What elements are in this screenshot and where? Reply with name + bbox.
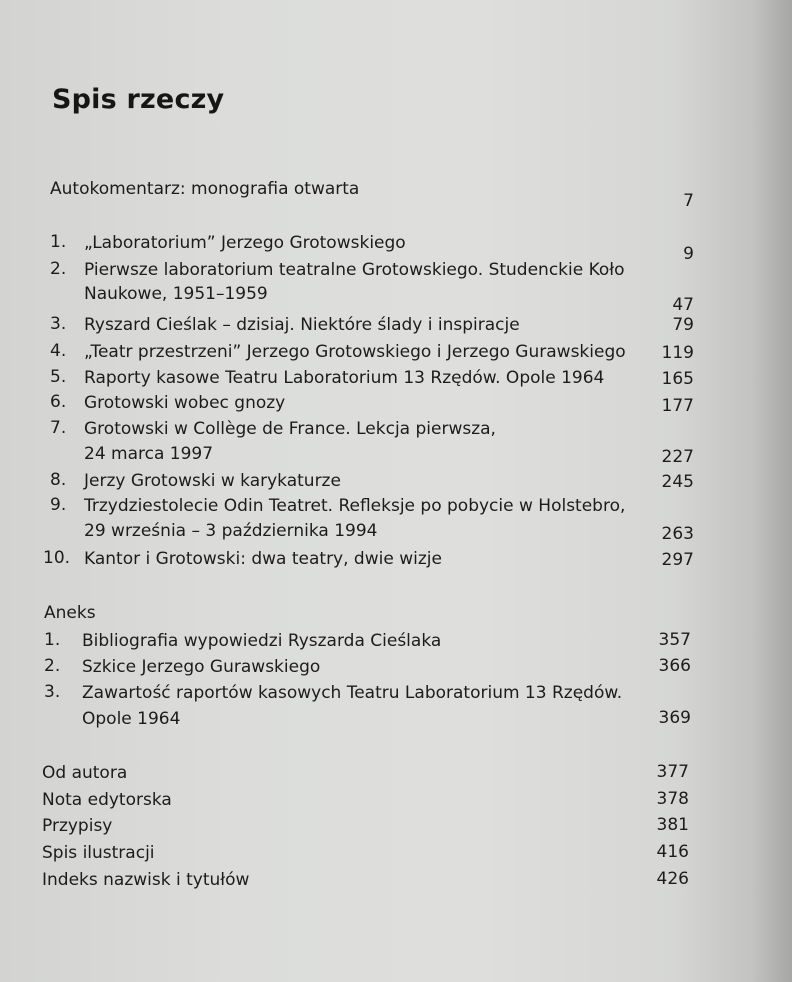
- chapter-number: 5.: [50, 367, 67, 387]
- back-matter-page: 416: [656, 842, 689, 862]
- chapter-number: 8.: [50, 470, 67, 490]
- back-matter-item: Indeks nazwisk i tytułów: [42, 870, 250, 890]
- chapter-title: Jerzy Grotowski w karykaturze: [84, 471, 341, 491]
- page-title: Spis rzeczy: [52, 84, 225, 115]
- chapter-number: 2.: [50, 259, 67, 279]
- annex-title: Bibliografia wypowiedzi Ryszarda Cieślaka: [82, 631, 442, 651]
- page-edge-shadow: [752, 0, 792, 982]
- chapter-title-cont: 29 września – 3 października 1994: [84, 521, 378, 541]
- chapter-number: 3.: [50, 314, 67, 334]
- annex-page: 366: [658, 656, 691, 676]
- back-matter-page: 378: [656, 789, 689, 809]
- chapter-page: 177: [661, 396, 694, 416]
- back-matter-page: 381: [656, 815, 689, 835]
- chapter-title: Raporty kasowe Teatru Laboratorium 13 Rzędów. Opole 1964: [84, 368, 605, 388]
- chapter-title: Ryszard Cieślak – dzisiaj. Niektóre ślady i inspiracje: [84, 315, 520, 335]
- back-matter-item: Przypisy: [42, 816, 113, 836]
- toc-intro-page: 7: [683, 191, 694, 211]
- chapter-page: 245: [661, 472, 694, 492]
- annex-title-cont: Opole 1964: [82, 709, 181, 729]
- chapter-page: 119: [661, 343, 694, 363]
- annex-title: Zawartość raportów kasowych Teatru Laboratorium 13 Rzędów.: [82, 683, 623, 703]
- chapter-page: 297: [661, 550, 694, 570]
- back-matter-item: Nota edytorska: [42, 790, 172, 810]
- toc-intro-label: Autokomentarz: monografia otwarta: [50, 179, 360, 199]
- annex-heading: Aneks: [44, 603, 96, 623]
- annex-number: 3.: [44, 682, 61, 702]
- chapter-title: Grotowski wobec gnozy: [84, 393, 286, 413]
- chapter-title-cont: 24 marca 1997: [84, 444, 214, 464]
- chapter-title: „Teatr przestrzeni” Jerzego Grotowskiego i Jerzego Gurawskiego: [84, 342, 626, 362]
- chapter-number: 6.: [50, 392, 67, 412]
- back-matter-page: 377: [656, 762, 689, 782]
- chapter-title: Pierwsze laboratorium teatralne Grotowskiego. Studenckie Koło: [84, 260, 625, 280]
- annex-number: 2.: [44, 656, 61, 676]
- chapter-number: 7.: [50, 418, 67, 438]
- chapter-page: 47: [672, 295, 694, 315]
- chapter-number: 1.: [50, 232, 67, 252]
- chapter-page: 227: [661, 447, 694, 467]
- chapter-number: 9.: [50, 495, 67, 515]
- chapter-title: „Laboratorium” Jerzego Grotowskiego: [84, 233, 406, 253]
- back-matter-page: 426: [656, 869, 689, 889]
- chapter-number: 10.: [43, 548, 71, 568]
- chapter-title: Kantor i Grotowski: dwa teatry, dwie wizje: [84, 549, 442, 569]
- chapter-page: 79: [672, 315, 694, 335]
- annex-page: 369: [658, 708, 691, 728]
- chapter-page: 9: [683, 244, 694, 264]
- annex-title: Szkice Jerzego Gurawskiego: [82, 657, 321, 677]
- annex-number: 1.: [44, 630, 61, 650]
- back-matter-item: Spis ilustracji: [42, 843, 155, 863]
- chapter-title: Grotowski w Collège de France. Lekcja pierwsza,: [84, 419, 496, 439]
- chapter-title-cont: Naukowe, 1951–1959: [84, 284, 268, 304]
- back-matter-item: Od autora: [42, 763, 128, 783]
- chapter-page: 165: [661, 369, 694, 389]
- chapter-page: 263: [661, 524, 694, 544]
- chapter-title: Trzydziestolecie Odin Teatret. Refleksje po pobycie w Holstebro,: [84, 496, 626, 516]
- chapter-number: 4.: [50, 341, 67, 361]
- annex-page: 357: [658, 630, 691, 650]
